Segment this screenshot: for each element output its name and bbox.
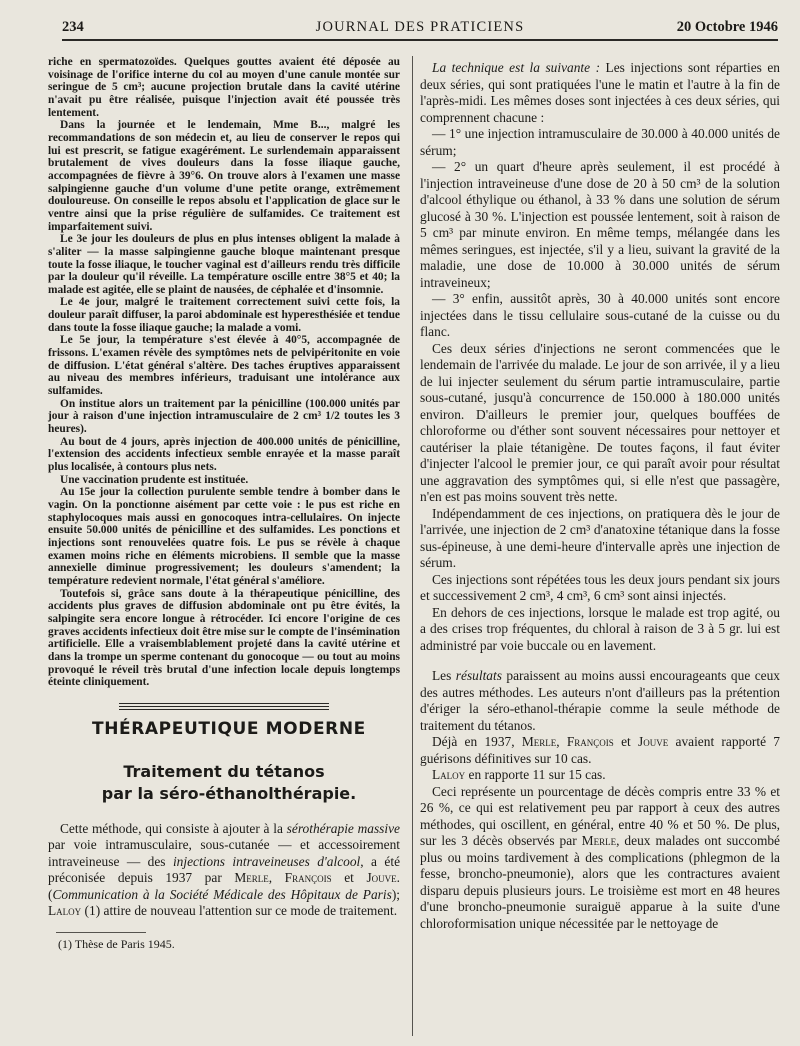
paragraph: Ceci représente un pourcentage de décès compris entre 33 % et 26 %, ce qui est relativement peu par rapport à ceux des autres méthodes, qui oscillent, en général, entre 40 % et 50 %. De plus, sur les 3 décès observés par Merle, deux malades ont succombé plus ou moins tardivement à des complications (phlegmon de la fesse, broncho-pneumonie), alors que les contractures avaient disparu depuis plusieurs jours. Le troisième est mort en 48 heures d'une broncho-pneumonie suraiguë apparue à la suite d'une chloroformisation unique nécessitée par le nettoyage de	[420, 783, 781, 931]
paragraph: Le 3e jour les douleurs de plus en plus intenses obligent la malade à s'aliter — la masse salpingienne gauche bloque maintenant presque toute la fosse iliaque, le toucher vaginal est d'ailleurs rendu très difficile par la douleur qu'il réveille. La température oscille entre 38°5 et 40; la malade est agitée, elle se plaint de nausées, de céphalée et d'insomnie.	[48, 233, 400, 296]
case-report	[48, 56, 400, 689]
intro-paragraph: Cette méthode, qui consiste à ajouter à la sérothérapie massive par voie intramusculaire, sous-cutanée — et accessoirement intraveineuse — des injections intraveineuses d'alcool, a été préconisée depuis 1937 par Merle, François et Jouve. (Communication à la Société Médicale des Hôpitaux de Paris); Laloy (1) attire de nouveau l'attention sur ce mode de traitement.	[48, 820, 401, 919]
paragraph: Au 15e jour la collection purulente semble tendre à bomber dans le vagin. On la ponctionne aisément par cette voie : le pus est riche en staphylocoques mais aussi en gonocoques intra-cellulaires. On injecte ensuite 50.000 unités de pénicilline et des sulfamides. Les ponctions et injections sont renouvelées quatre fois. Le pus se révèle à chaque examen moins riche en éléments microbiens. Il semble que la masse annexielle diminue progressivement; les douleurs s'amendent; la température redevient normale, l'état général s'améliore.	[48, 486, 400, 587]
paragraph: Dans la journée et le lendemain, Mme B..., malgré les recommandations de son médecin et, au lieu de conserver le repos qui lui est prescrit, se fatigue exagérément. Le surlendemain apparaissent brutalement de vives douleurs dans la fosse iliaque gauche, accompagnées de fièvre à 39°6. On trouve alors à l'examen une masse salpingienne gauche d'un volume d'une petite orange, extrêmement douloureuse. On conseille le repos absolu et l'application de glace sur le ventre ainsi que la prise régulière de sulfamides. Ce traitement est imparfaitement suivi.	[48, 119, 400, 233]
journal-title: JOURNAL DES PRATICIENS	[315, 19, 525, 35]
paragraph: La technique est la suivante : Les injections sont réparties en deux séries, qui sont pratiquées l'une le matin et l'autre à la fin de l'après-midi. Les mêmes doses sont injectées à ces deux séries, qui comprennent chacune :	[420, 60, 780, 125]
right-column	[420, 60, 780, 932]
paragraph: Déjà en 1937, Merle, François et Jouve avaient rapporté 7 guérisons définitives sur 10 cas.	[420, 734, 780, 766]
issue-date: 20 Octobre 1946	[676, 19, 778, 35]
article-title	[48, 761, 400, 805]
paragraph: Au bout de 4 jours, après injection de 400.000 unités de pénicilline, l'extension des accidents infectieux semble enrayée et la masse paraît plus localisée, à contours plus nets.	[48, 435, 400, 473]
list-item: — 3° enfin, aussitôt après, 30 à 40.000 unités sont encore injectées dans le tissu cellulaire sous-cutané de la cuisse ou du flanc.	[420, 291, 780, 339]
article-title-line: Traitement du tétanos	[123, 761, 325, 781]
paragraph: Ces deux séries d'injections ne seront commencées que le lendemain de l'arrivée du malade. Le jour de son arrivée, il y a lieu de lui injecter seulement du sérum partie intramusculaire, partie sous-cutané, jusqu'à concurrence de 150.000 à 180.000 unités environ. D'ailleurs le premier jour, quelques bouffées de chloroforme ou d'éther sont souvent nécessaires pour nettoyer et cautériser la plaie tétanigène. De toutes façons, il faut éviter d'injecter l'alcool le premier jour, ce qui paraît avoir pour résultat une aggravation des symptômes qui, si elle n'est que passagère, n'en est pas moins souvent très nette.	[420, 340, 780, 504]
paragraph: Ces injections sont répétées tous les deux jours pendant six jours et successivement 2 cm³, 4 cm³, 6 cm³ sont ainsi injectés.	[420, 571, 780, 603]
section-rule	[119, 703, 329, 710]
paragraph: riche en spermatozoïdes. Quelques gouttes avaient été déposée au voisinage de l'orifice interne du col au moyen d'une canule montée sur seringue de 5 cm³; aucune projection brutale dans la cavité utérine n'avait pu être réalisée, puisque l'injection avait été poussée très lentement.	[48, 56, 400, 119]
paragraph: Le 4e jour, malgré le traitement correctement suivi cette fois, la douleur paraît diffuser, la paroi abdominale est hyperesthésiée et tendue dans toute la fosse iliaque gauche; la malade a vomi.	[48, 296, 400, 334]
paragraph: Le 5e jour, la température s'est élevée à 40°5, accompagnée de frissons. L'examen révèle des symptômes nets de pelvipéritonite en voie de diffusion. L'état général s'altère. Des taches éruptives apparaissent au niveau des membres inférieurs, traduisant une intolérance aux sulfamides.	[48, 334, 400, 398]
paragraph: Indépendamment de ces injections, on pratiquera dès le jour de l'arrivée, une injection de 2 cm³ d'anatoxine tétanique dans la fosse sus-épineuse, à une demi-heure d'intervalle après une injection de sérum.	[420, 505, 780, 570]
paragraph: Laloy en rapporte 11 sur 15 cas.	[432, 767, 606, 782]
list-item: — 1° une injection intramusculaire de 30.000 à 40.000 unités de sérum;	[420, 126, 780, 158]
footnote: (1) Thèse de Paris 1945.	[58, 936, 175, 951]
paragraph: Une vaccination prudente est instituée.	[60, 473, 249, 486]
page-header	[62, 12, 778, 41]
footnote-rule	[56, 932, 146, 933]
left-column	[48, 56, 400, 952]
paragraph: En dehors de ces injections, lorsque le malade est trop agité, ou a des crises trop fréquentes, du chloral à raison de 3 à 5 gr. lui est administré par voie buccale ou en lavement.	[420, 604, 780, 653]
list-item: — 2° un quart d'heure après seulement, il est procédé à l'injection intraveineuse d'une dose de 20 à 50 cm³ de la solution d'alcool éthylique ou éthanol, à 33 % dans une solution de sérum glucosé à 30 %. L'injection est poussée lentement, soit à raison de 5 cm³ par minute environ. En même temps, mélangée dans les mêmes seringues, est injectée, s'il y a lieu, suivant la gravité de la maladie, une dose de 10.000 à 30.000 unités de sérum intraveineux;	[420, 159, 780, 290]
section-title: THÉRAPEUTIQUE MODERNE	[92, 718, 366, 739]
paragraph: On institue alors un traitement par la pénicilline (100.000 unités par jour à raison d'une injection intramusculaire de 2 cm³ 1/2 toutes les 3 heures).	[48, 397, 400, 436]
column-divider	[412, 56, 413, 1036]
page-number: 234	[62, 19, 84, 35]
paragraph: Les résultats paraissent au moins aussi encourageants que ceux des autres méthodes. Les auteurs n'ont d'ailleurs pas la prétention d'ériger la séro-ethanol-thérapie comme la seule méthode de traitement du tétanos.	[420, 668, 780, 733]
paragraph: Toutefois si, grâce sans doute à la thérapeutique pénicilline, des accidents plus graves de diffusion abdominale ont pu être évités, la salpingite sera encore longue à rétrocéder. Ici encore l'origine de ces graves accidents infectieux doit être mise sur le compte de l'insémination artificielle. Elle a vraisemblablement projeté dans la cavité utérine et dans la trompe un sperme contenant du gonocoque — ou tout au moins provoqué le réveil très brutal d'une infection locale depuis longtemps éteinte cliniquement.	[48, 587, 401, 689]
article-title-line: par la séro-éthanolthérapie.	[101, 783, 357, 803]
article-intro	[48, 821, 400, 920]
